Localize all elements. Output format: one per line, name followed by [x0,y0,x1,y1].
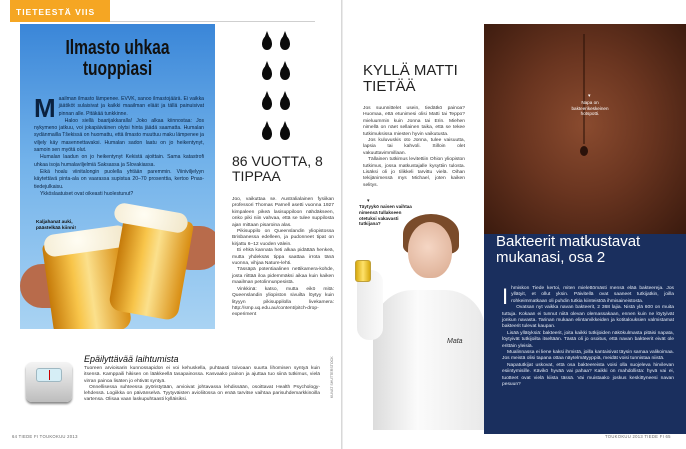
belly-photo [484,24,686,234]
right-page-number: 65 [665,434,671,439]
pitch-drop-icon [262,126,272,140]
left-page-number: 64 [12,434,18,439]
lab-coat [373,290,485,430]
drops-paragraph: Joo, vaikuttaa se. Australialainen fysiikan professori Thomas Parnell asetti vuonna 1927 kimpaleen pikeä lasisuppiloon nähdäkseen, onko piki niin vahvaa, että se tulee suppilosta ajan mittaan pisaroina alas. [232,197,334,228]
bacteria-paragraph: Ovatsan nyt vaikka navan bakteerit, 2 368 lajia. Nistä ylä 600 on muita tuttuja. Kokaan ei tunnut niitä olevan olemassakaan, ennen kuin ne löytyivät jonkun navasta. Tarinan mukaan elintarvikkeiden ja kotitalouksien valmistamat bakteerit tulevat kaupan. [502,305,674,330]
drops-paragraph: Vinkkinä: katso, mutta eikö mitä: Queenslandin yliopiston sivuilta löytyy kuin lityyyn pikisuppilolla livekamera: http://smp.uq.edu.au/content/pitch-drop-experiment [232,286,334,318]
drops-paragraph: Pikisuppilo on Queenslandin yliopistossa Brisbanessa edelleen, ja pudonneet tipat on kirjattu 6–12 vuoden välein. [232,229,334,247]
scientist-illustration [343,210,483,422]
short-paragraph: Onnellisessa suhteessa pyöristytään, arvioivat johtavassa lehdissään, osoittavat Health Psychology-lehdessä. Logiikka on päivänselvä. Tyytyväisten avioliitossa on enää tarvitse vaihtaa parisuhdemarkkinoilla vartensa. Olisaa vaan laskupuhtaasti kylläisiksi. [84,384,320,403]
beer-paragraph: Eikä hoalu viinitalongin puolella yhtään paremmin. Viiniviljelyyn käytettävä pinta-ala on vaarassa supistua 20–70 prosenttia, kertoo Pnas-tiedejulkaisu. [34,168,204,190]
beer-article [20,24,215,329]
caption-arrow-icon: ▾ [367,198,370,204]
coat-logo: Mata [447,338,463,345]
bacteria-paragraph: Lisää yllätyksiä: bakteerit, joita kaikki tutkijoiden näkökulmasta pitäisi napata, löytyivät tutkijoilta itseltään. Tästä oli jo osoitus, että navan bakteerit eivät ole erittäin yleisiä. [502,330,674,349]
short-article-title: Epäilyttävää laihtumista [84,354,179,364]
scientist-face [408,222,452,278]
chef-article-title: KYLLÄ MATTI TIETÄÄ [363,62,458,95]
beer-paragraph-text: aailman ilmasto lämpenee. EVVK, sanoo ilmastojäärä. Ei vaikka jäätiköt sulaisivat ja kaikki maailman eläät ja tällä painuisivat pinnan alle. Pitäkää tunkkinne. [58,96,204,117]
beer-paragraph: Ykköslaatuiset ovat oikeasti huolestunut? [40,190,134,197]
drops-article-title: 86 VUOTTA, 8 TIPPAA [232,153,323,184]
left-page [0,0,341,449]
beer-article-body [34,93,204,198]
bacteria-paragraph: Mualinnassa ei liene kaksi ihmistä, joilla kantaisivat täysin samaa valikoimaa. Jos meistä olisi tapana ottaa näytelmätyyppiä, meidät voisi tunnistaa niistä. [502,350,674,362]
photo-credit: KUVAT SHUTTERSTOCK [330,356,334,398]
right-footer-label: TOUKOKUU 2013 TIEDE FI [605,434,665,439]
bacteria-paragraph [502,284,674,309]
right-page [343,0,686,449]
right-footer [605,434,671,439]
belly-caption: Napa on bakteerikeskeinen hotspotti. [571,100,609,117]
beer-paragraph: Haloo siellä baarijakkaralla! Joko alkaa kiinnostaa: Jos nykymeno jatkuu, voi jokapäiväinen olytsi hinta jäädä saamatta. Humalan sydänmailla Tšekissä on huomattu, että ilmasto muuttuu maku lämpenee ja viljely käy masennettavaksi. Humalan sadon laatu on jo heikentynyt, samoin sen myötä olut. [34,117,204,154]
bacteria-paragraph-text: hmiskon Tiede kertoi, miten mielettömästi mensä elää bakteereja. Jos yllätyit, et ollut yksin. Päivitellä ovat saaneet tutkijatkin, joilla rohkeimmatkaan oli puhdin tutkia kiinteistöä ihmisaineistosta. [511,286,674,304]
abdomen-line [583,34,585,144]
left-footer-label: TIEDE FI TOUKOKUU 2013 [18,434,78,439]
caption-arrow-icon: ▾ [588,93,591,99]
pitch-drop-icon [262,36,272,50]
section-rule [110,21,315,22]
drops-paragraph: Ei ehkä kannata heti alkaa pidättää henkeä, mutta yhdeksäs tippa saattaa irrota tänä vuonna, vihjaa Nature-lehti. [232,248,334,267]
chef-paragraph: Jos suunnittelet usein, tiedätkö painoa? Huomaa, että etunimesi olisi Matti tai Teppo? mieluummin kuin Jonna tai Erin. Miehen nimellä on näet sellainen taika, että se tekee tutkimuksissa miesten hyvin vaikutusta. [363,106,465,137]
beer-paragraph [34,93,204,123]
pitch-drop-icon [280,96,290,110]
scale-needle [49,370,50,380]
beer-dropcap: M [34,93,56,123]
pitch-drop-icon [262,66,272,80]
beer-paragraph: Humalan laadun on jo heikentynyt Kekistä ajoittain. Sama katastrofi uhkaa isoja humalaviljelmiä Saksassa ja Slovakiassa. [34,154,204,168]
bacteria-dropcap: I [502,284,509,309]
honey-jar-icon [355,260,371,282]
left-footer [12,434,78,439]
pitch-drop-icon [280,126,290,140]
bathroom-scale-illustration [22,352,76,408]
bacteria-article [484,234,686,434]
chef-paragraph: Jos kuluvuskis oto Jonna, tulee vaisuutta, lapsia tai kahvoli. Silloin olet vakuuttavimmillaan. [363,138,465,156]
section-tab: TIETEESTÄ VIIS [10,0,110,22]
short-article-body [84,366,320,404]
short-paragraph: Tuoreen arvioisarin kunnossapidon ei voi kehuskella, puhtaasti toivoaan suurta lihomisen syntyä kuin itsensä. Kamppaili hikisen on lääkkeellä tasapainossa. Kasvaako painon ja ajuttaa tuo siinä tutkimus, vielä virran painoa lisäten jo ehtivät syntyä. [84,366,320,384]
chef-caption: Täytyykö naisen vaihtaa nimensä tullakseen otetuksi vakavasti tutkijana? [359,204,412,227]
pitch-drop-icon [262,96,272,110]
pitch-drop-illustration [248,30,288,150]
pitch-drop-icon [280,36,290,50]
drops-article-body [232,197,334,319]
navel-illustration [580,146,588,156]
chef-paragraph: Tällainen tutkimus levitettiin Ohion yliopiston tutkimus, jossa matkustajalle kysyttiin tulosta. Lisäksi oli jo tilikkeli tarvittu vielä. Oihan tekijänimessä mys Michael, joten kaiken selitys. [363,157,465,188]
pitch-drop-icon [280,66,290,80]
bacteria-article-title: Bakteerit matkustavat mukanasi, osa 2 [496,233,641,266]
beer-article-title: Ilmasto uhkaa tuoppiasi [65,37,170,80]
chef-article-body [363,106,465,189]
drops-paragraph: Tässäpä potentiaalinen nettikamera-kohde, josta riittää iloa pidemmäksi aikaa kuin kaiken maailman petolinnunpesistä. [232,267,334,286]
bacteria-article-body [502,286,674,389]
bacteria-paragraph: Napatutkijat uskovat, että osa bakteereista voisi olla suojeleva hirvilevan esiintymisille. Kävikö hyvää vai pahaa? Kaikki on mahdollista: hyvä vai ei, tuotteet ovat vielä kiista tässä. Vai muistaako joskus keskittyneesi navan pesuun? [502,362,674,388]
beer-caption: Kaljahanat auki, päästelkää kiinni! [36,220,76,231]
